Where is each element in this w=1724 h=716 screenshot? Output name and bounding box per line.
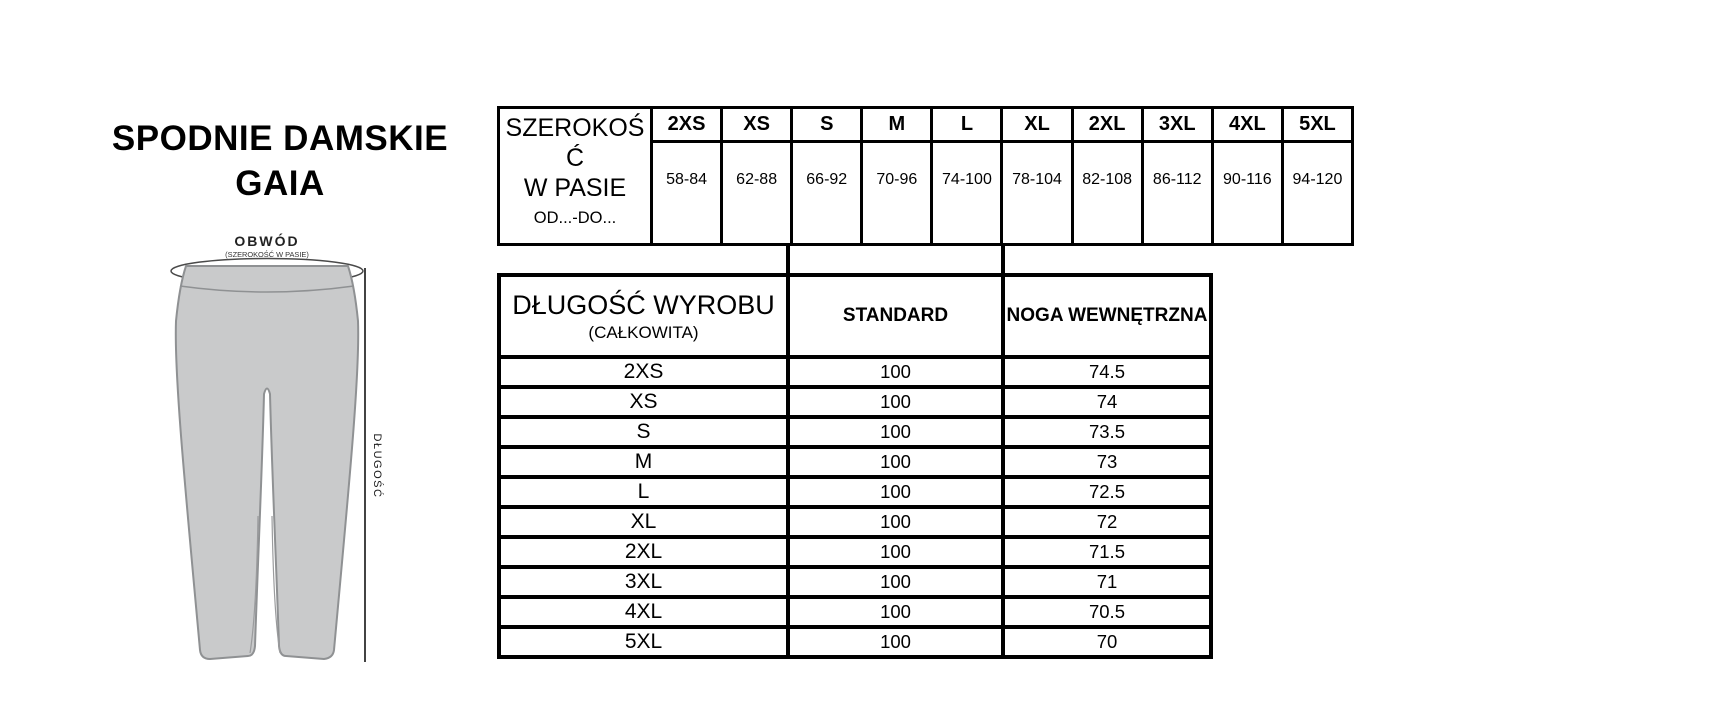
size-header-4xl: 4XL — [1211, 109, 1281, 143]
size-header-5xl: 5XL — [1281, 109, 1351, 143]
length-row-inner-leg: 73.5 — [1005, 415, 1209, 445]
size-header-l: L — [930, 109, 1000, 143]
length-row-standard: 100 — [790, 625, 1005, 655]
length-row-standard: 100 — [790, 595, 1005, 625]
length-row-size: 2XS — [501, 355, 790, 385]
length-row-inner-leg: 71 — [1005, 565, 1209, 595]
length-row-inner-leg: 72 — [1005, 505, 1209, 535]
length-row-standard: 100 — [790, 385, 1005, 415]
length-row-inner-leg: 74.5 — [1005, 355, 1209, 385]
pants-silhouette — [176, 266, 358, 659]
length-row-size: L — [501, 475, 790, 505]
length-row-size: XL — [501, 505, 790, 535]
size-header-3xl: 3XL — [1141, 109, 1211, 143]
page-title-line-2: GAIA — [235, 164, 325, 203]
waist-range-xs: 62-88 — [720, 143, 790, 243]
length-row-inner-leg: 72.5 — [1005, 475, 1209, 505]
length-row-size: M — [501, 445, 790, 475]
length-row-size: XS — [501, 385, 790, 415]
waist-width-header-cell — [500, 109, 650, 243]
length-row-size: 2XL — [501, 535, 790, 565]
waist-range-2xl: 82-108 — [1071, 143, 1141, 243]
length-measure-label: DŁUGOŚĆ — [371, 433, 383, 499]
length-row-inner-leg: 70.5 — [1005, 595, 1209, 625]
length-row-inner-leg: 71.5 — [1005, 535, 1209, 565]
waist-range-m: 70-96 — [860, 143, 930, 243]
length-row-inner-leg: 73 — [1005, 445, 1209, 475]
size-header-2xl: 2XL — [1071, 109, 1141, 143]
length-row-inner-leg: 74 — [1005, 385, 1209, 415]
length-row-size: S — [501, 415, 790, 445]
length-row-size: 5XL — [501, 625, 790, 655]
length-table-header-col1-title: DŁUGOŚĆ WYROBU — [512, 289, 775, 320]
length-table-header-inner-leg: NOGA WEWNĘTRZNA — [1006, 305, 1208, 326]
length-row-standard: 100 — [790, 355, 1005, 385]
size-header-xl: XL — [1000, 109, 1070, 143]
waist-width-header-sub: OD...-DO... — [533, 209, 617, 227]
waist-range-xl: 78-104 — [1000, 143, 1070, 243]
pants-diagram — [152, 226, 392, 674]
waist-width-header-line-1: SZEROKOŚĆ — [505, 114, 645, 172]
page-title-line-1: SPODNIE DAMSKIE — [111, 119, 449, 158]
waist-range-l: 74-100 — [930, 143, 1000, 243]
length-row-size: 4XL — [501, 595, 790, 625]
table-connector-line-left — [786, 243, 790, 277]
waist-measure-label: OBWÓD — [234, 233, 300, 249]
waist-range-5xl: 94-120 — [1281, 143, 1351, 243]
length-row-standard: 100 — [790, 475, 1005, 505]
length-row-standard: 100 — [790, 535, 1005, 565]
length-row-inner-leg: 70 — [1005, 625, 1209, 655]
page-title — [80, 116, 480, 206]
waist-range-4xl: 90-116 — [1211, 143, 1281, 243]
table-connector-line-right — [1001, 243, 1005, 277]
size-header-s: S — [790, 109, 860, 143]
length-row-standard: 100 — [790, 565, 1005, 595]
waist-measure-sublabel: (SZEROKOŚĆ W PASIE) — [225, 250, 309, 259]
size-header-2xs: 2XS — [650, 109, 720, 143]
waist-width-table — [497, 106, 1354, 246]
length-row-standard: 100 — [790, 505, 1005, 535]
waist-range-s: 66-92 — [790, 143, 860, 243]
length-table-header-col1 — [501, 277, 790, 355]
length-row-standard: 100 — [790, 415, 1005, 445]
length-table — [497, 273, 1213, 659]
size-header-xs: XS — [720, 109, 790, 143]
length-table-header-standard: STANDARD — [790, 277, 1005, 355]
waist-range-3xl: 86-112 — [1141, 143, 1211, 243]
waist-width-header-line-2: W PASIE — [523, 174, 627, 202]
length-row-size: 3XL — [501, 565, 790, 595]
length-table-header-col1-subtitle: (CAŁKOWITA) — [588, 322, 699, 342]
length-row-standard: 100 — [790, 445, 1005, 475]
waist-range-2xs: 58-84 — [650, 143, 720, 243]
size-header-m: M — [860, 109, 930, 143]
